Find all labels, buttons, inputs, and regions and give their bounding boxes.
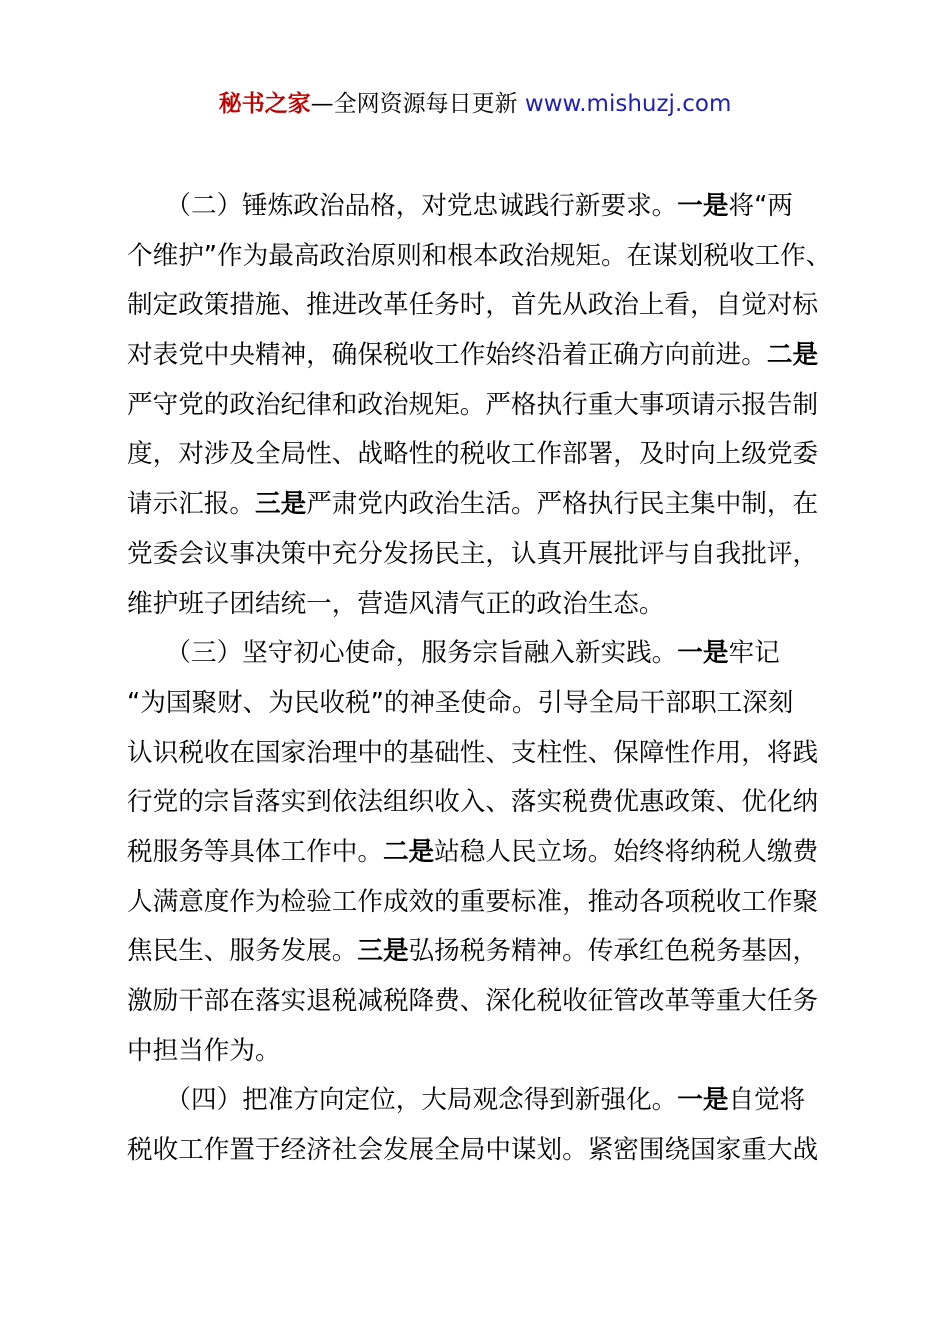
- text-segment: 个维护”作为最高政治原则和根本政治规矩。在谋划税收工作、: [127, 240, 832, 271]
- text-line: [127, 679, 835, 729]
- document-body: [127, 182, 835, 1176]
- text-segment: 严肃党内政治生活。严格执行民主集中制，在: [306, 489, 819, 520]
- text-segment: 制定政策措施、推进改革任务时，首先从政治上看，自觉对标: [127, 290, 819, 321]
- text-line: [127, 629, 835, 679]
- text-segment: 自觉将: [728, 1085, 806, 1116]
- text-segment: （四）把准方向定位，大局观念得到新强化。: [127, 1085, 678, 1116]
- text-segment: 中担当作为。: [127, 1035, 281, 1066]
- header-tagline: —全网资源每日更新: [310, 91, 525, 117]
- text-segment: 焦民生、服务发展。: [127, 936, 358, 967]
- text-line: [127, 1076, 835, 1126]
- text-segment: 行党的宗旨落实到依法组织收入、落实税费优惠政策、优化纳: [127, 787, 819, 818]
- text-line: [127, 729, 835, 779]
- text-line: [127, 1126, 835, 1176]
- text-line: [127, 828, 835, 878]
- text-line: [127, 530, 835, 580]
- text-line: [127, 182, 835, 232]
- brand-name: 秘书之家: [218, 91, 311, 117]
- bold-marker: 一是: [677, 638, 729, 669]
- site-url: www.mishuzj.com: [524, 91, 732, 117]
- text-segment: 度，对涉及全局性、战略性的税收工作部署，及时向上级党委: [127, 439, 819, 470]
- bold-marker: 三是: [254, 489, 307, 520]
- text-line: [127, 580, 835, 630]
- text-line: [127, 927, 835, 977]
- text-line: [127, 232, 835, 282]
- bold-marker: 一是: [677, 191, 729, 221]
- text-segment: 税服务等具体工作中。: [127, 836, 383, 867]
- text-segment: 人满意度作为检验工作成效的重要标准，推动各项税收工作聚: [127, 886, 819, 917]
- text-segment: 请示汇报。: [127, 489, 255, 520]
- bold-marker: 二是: [766, 340, 819, 371]
- text-segment: 认识税收在国家治理中的基础性、支柱性、保障性作用，将践: [127, 737, 819, 768]
- text-line: [127, 977, 835, 1027]
- text-line: [127, 381, 835, 431]
- text-segment: 对表党中央精神，确保税收工作始终沿着正确方向前进。: [127, 340, 767, 371]
- text-segment: 税收工作置于经济社会发展全局中谋划。紧密围绕国家重大战: [127, 1135, 819, 1166]
- text-line: [127, 480, 835, 530]
- text-line: [127, 878, 835, 928]
- text-line: [127, 281, 835, 331]
- bold-marker: 二是: [382, 836, 435, 867]
- text-segment: 牢记: [728, 638, 780, 669]
- text-segment: 维护班子团结统一，营造风清气正的政治生态。: [127, 588, 665, 619]
- bold-marker: 三是: [357, 936, 409, 967]
- text-line: [127, 430, 835, 480]
- text-segment: （二）锤炼政治品格，对党忠诚践行新要求。: [127, 191, 678, 221]
- text-segment: 将“两: [728, 191, 793, 221]
- page-header: [0, 86, 950, 122]
- bold-marker: 一是: [677, 1085, 729, 1116]
- text-segment: 严守党的政治纪律和政治规矩。严格执行重大事项请示报告制: [127, 389, 819, 420]
- text-segment: 激励干部在落实退税减税降费、深化税收征管改革等重大任务: [127, 986, 819, 1016]
- text-line: [127, 331, 835, 381]
- text-segment: 站稳人民立场。始终将纳税人缴费: [434, 836, 819, 867]
- text-segment: （三）坚守初心使命，服务宗旨融入新实践。: [127, 638, 678, 669]
- text-segment: “为国聚财、为民收税”的神圣使命。引导全局干部职工深刻: [127, 687, 794, 718]
- text-line: [127, 778, 835, 828]
- text-line: [127, 1027, 835, 1077]
- text-segment: 弘扬税务精神。传承红色税务基因，: [408, 936, 819, 967]
- text-segment: 党委会议事决策中充分发扬民主，认真开展批评与自我批评，: [127, 538, 819, 569]
